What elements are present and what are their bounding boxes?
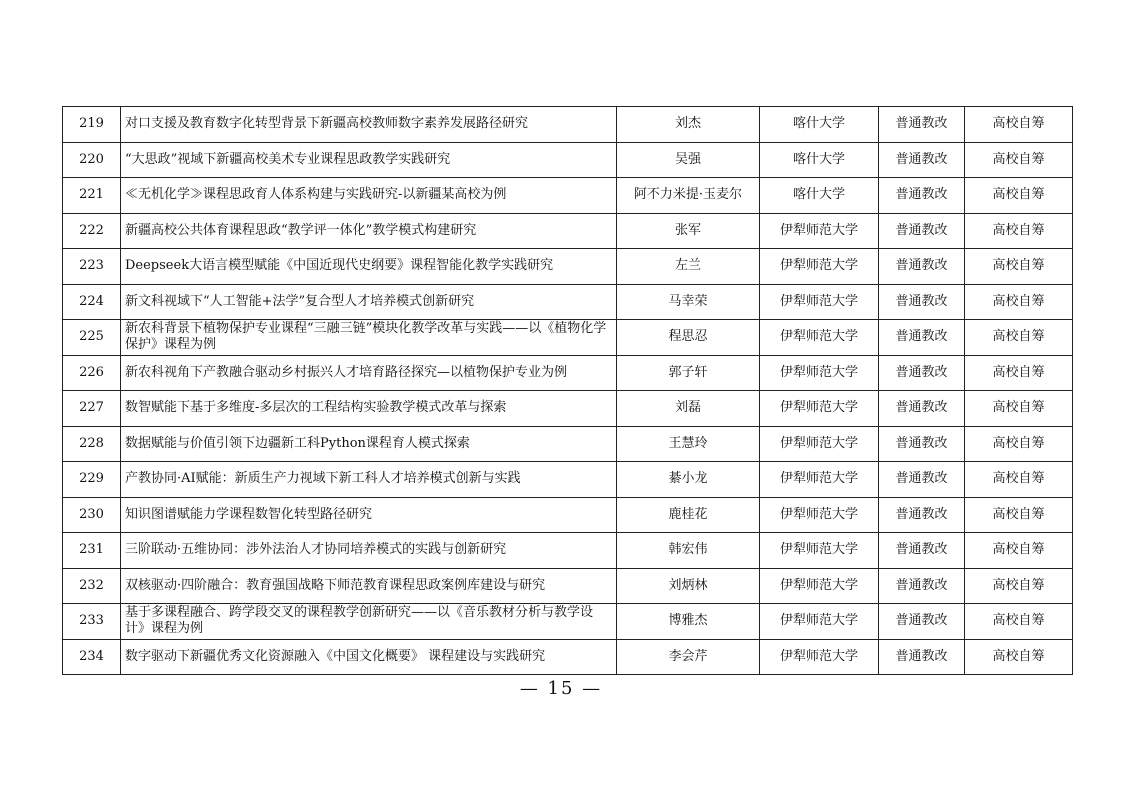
university-cell: 伊犁师范大学 <box>760 284 879 320</box>
project-number-cell: 226 <box>63 355 121 391</box>
project-leader-cell: 阿不力米提·玉麦尔 <box>617 178 760 214</box>
project-number-cell: 222 <box>63 213 121 249</box>
project-number-cell: 228 <box>63 426 121 462</box>
project-number-cell: 231 <box>63 533 121 569</box>
table-row <box>63 284 1073 320</box>
university-cell: 伊犁师范大学 <box>760 568 879 604</box>
project-leader-cell: 韩宏伟 <box>617 533 760 569</box>
project-leader-cell: 王慧玲 <box>617 426 760 462</box>
project-number-cell: 229 <box>63 462 121 498</box>
project-title-cell: 产教协同·AI赋能：新质生产力视域下新工科人才培养模式创新与实践 <box>121 462 617 498</box>
project-leader-cell: 綦小龙 <box>617 462 760 498</box>
table-row <box>63 391 1073 427</box>
funding-source-cell: 高校自筹 <box>965 391 1073 427</box>
project-number-cell: 227 <box>63 391 121 427</box>
project-table-body <box>63 107 1073 675</box>
project-title-cell: 新农科视角下产教融合驱动乡村振兴人才培育路径探究—以植物保护专业为例 <box>121 355 617 391</box>
project-leader-cell: 李会芹 <box>617 639 760 675</box>
project-leader-cell: 左兰 <box>617 249 760 285</box>
project-leader-cell: 刘炳林 <box>617 568 760 604</box>
funding-source-cell: 高校自筹 <box>965 249 1073 285</box>
project-leader-cell: 郭子轩 <box>617 355 760 391</box>
project-type-cell: 普通教改 <box>879 213 965 249</box>
university-cell: 伊犁师范大学 <box>760 249 879 285</box>
funding-source-cell: 高校自筹 <box>965 178 1073 214</box>
project-number-cell: 221 <box>63 178 121 214</box>
project-leader-cell: 马幸荣 <box>617 284 760 320</box>
page-number: — 15 — <box>519 678 603 699</box>
funding-source-cell: 高校自筹 <box>965 639 1073 675</box>
project-leader-cell: 吴强 <box>617 142 760 178</box>
funding-source-cell: 高校自筹 <box>965 284 1073 320</box>
project-number-cell: 230 <box>63 497 121 533</box>
project-leader-cell: 程思忍 <box>617 320 760 356</box>
project-number-cell: 225 <box>63 320 121 356</box>
university-cell: 伊犁师范大学 <box>760 320 879 356</box>
table-row <box>63 249 1073 285</box>
project-type-cell: 普通教改 <box>879 355 965 391</box>
table-row <box>63 107 1073 143</box>
funding-source-cell: 高校自筹 <box>965 426 1073 462</box>
project-type-cell: 普通教改 <box>879 284 965 320</box>
university-cell: 伊犁师范大学 <box>760 391 879 427</box>
table-row <box>63 320 1073 356</box>
project-number-cell: 223 <box>63 249 121 285</box>
university-cell: 伊犁师范大学 <box>760 497 879 533</box>
project-type-cell: 普通教改 <box>879 497 965 533</box>
project-type-cell: 普通教改 <box>879 426 965 462</box>
funding-source-cell: 高校自筹 <box>965 320 1073 356</box>
funding-source-cell: 高校自筹 <box>965 568 1073 604</box>
project-type-cell: 普通教改 <box>879 639 965 675</box>
project-type-cell: 普通教改 <box>879 568 965 604</box>
funding-source-cell: 高校自筹 <box>965 462 1073 498</box>
project-leader-cell: 张军 <box>617 213 760 249</box>
university-cell: 伊犁师范大学 <box>760 639 879 675</box>
project-leader-cell: 博雅杰 <box>617 604 760 640</box>
project-type-cell: 普通教改 <box>879 178 965 214</box>
project-number-cell: 234 <box>63 639 121 675</box>
funding-source-cell: 高校自筹 <box>965 533 1073 569</box>
table-row <box>63 533 1073 569</box>
project-type-cell: 普通教改 <box>879 604 965 640</box>
project-leader-cell: 刘杰 <box>617 107 760 143</box>
university-cell: 喀什大学 <box>760 178 879 214</box>
project-type-cell: 普通教改 <box>879 142 965 178</box>
table-row <box>63 178 1073 214</box>
project-title-cell: 数字驱动下新疆优秀文化资源融入《中国文化概要》 课程建设与实践研究 <box>121 639 617 675</box>
project-title-cell: “大思政”视域下新疆高校美术专业课程思政教学实践研究 <box>121 142 617 178</box>
university-cell: 伊犁师范大学 <box>760 355 879 391</box>
project-type-cell: 普通教改 <box>879 462 965 498</box>
university-cell: 伊犁师范大学 <box>760 462 879 498</box>
table-row <box>63 355 1073 391</box>
table-row <box>63 142 1073 178</box>
project-type-cell: 普通教改 <box>879 320 965 356</box>
project-number-cell: 224 <box>63 284 121 320</box>
project-title-cell: Deepseek大语言模型赋能《中国近现代史纲要》课程智能化教学实践研究 <box>121 249 617 285</box>
project-title-cell: 新疆高校公共体育课程思政“教学评一体化”教学模式构建研究 <box>121 213 617 249</box>
project-type-cell: 普通教改 <box>879 533 965 569</box>
project-title-cell: 知识图谱赋能力学课程数智化转型路径研究 <box>121 497 617 533</box>
funding-source-cell: 高校自筹 <box>965 107 1073 143</box>
project-table <box>62 106 1073 675</box>
university-cell: 喀什大学 <box>760 107 879 143</box>
funding-source-cell: 高校自筹 <box>965 355 1073 391</box>
table-row <box>63 639 1073 675</box>
university-cell: 伊犁师范大学 <box>760 604 879 640</box>
university-cell: 伊犁师范大学 <box>760 213 879 249</box>
project-title-cell: ≪无机化学≫课程思政育人体系构建与实践研究-以新疆某高校为例 <box>121 178 617 214</box>
project-number-cell: 233 <box>63 604 121 640</box>
project-number-cell: 219 <box>63 107 121 143</box>
project-type-cell: 普通教改 <box>879 391 965 427</box>
university-cell: 喀什大学 <box>760 142 879 178</box>
project-title-cell: 双核驱动·四阶融合：教育强国战略下师范教育课程思政案例库建设与研究 <box>121 568 617 604</box>
table-row <box>63 604 1073 640</box>
table-row <box>63 497 1073 533</box>
university-cell: 伊犁师范大学 <box>760 426 879 462</box>
project-title-cell: 数智赋能下基于多维度-多层次的工程结构实验教学模式改革与探索 <box>121 391 617 427</box>
project-type-cell: 普通教改 <box>879 249 965 285</box>
university-cell: 伊犁师范大学 <box>760 533 879 569</box>
funding-source-cell: 高校自筹 <box>965 213 1073 249</box>
funding-source-cell: 高校自筹 <box>965 604 1073 640</box>
project-title-cell: 三阶联动·五维协同：涉外法治人才协同培养模式的实践与创新研究 <box>121 533 617 569</box>
table-row <box>63 213 1073 249</box>
table-row <box>63 568 1073 604</box>
project-leader-cell: 鹿桂花 <box>617 497 760 533</box>
project-leader-cell: 刘磊 <box>617 391 760 427</box>
project-title-cell: 数据赋能与价值引领下边疆新工科Python课程育人模式探索 <box>121 426 617 462</box>
project-title-cell: 新文科视域下“人工智能+法学”复合型人才培养模式创新研究 <box>121 284 617 320</box>
project-type-cell: 普通教改 <box>879 107 965 143</box>
table-row <box>63 462 1073 498</box>
project-title-cell: 对口支援及教育数字化转型背景下新疆高校教师数字素养发展路径研究 <box>121 107 617 143</box>
project-number-cell: 220 <box>63 142 121 178</box>
project-title-cell: 新农科背景下植物保护专业课程“三融三链”模块化教学改革与实践——以《植物化学保护》课程为例 <box>121 320 617 356</box>
project-number-cell: 232 <box>63 568 121 604</box>
funding-source-cell: 高校自筹 <box>965 497 1073 533</box>
table-row <box>63 426 1073 462</box>
project-title-cell: 基于多课程融合、跨学段交叉的课程教学创新研究——以《音乐教材分析与教学设计》课程为例 <box>121 604 617 640</box>
funding-source-cell: 高校自筹 <box>965 142 1073 178</box>
